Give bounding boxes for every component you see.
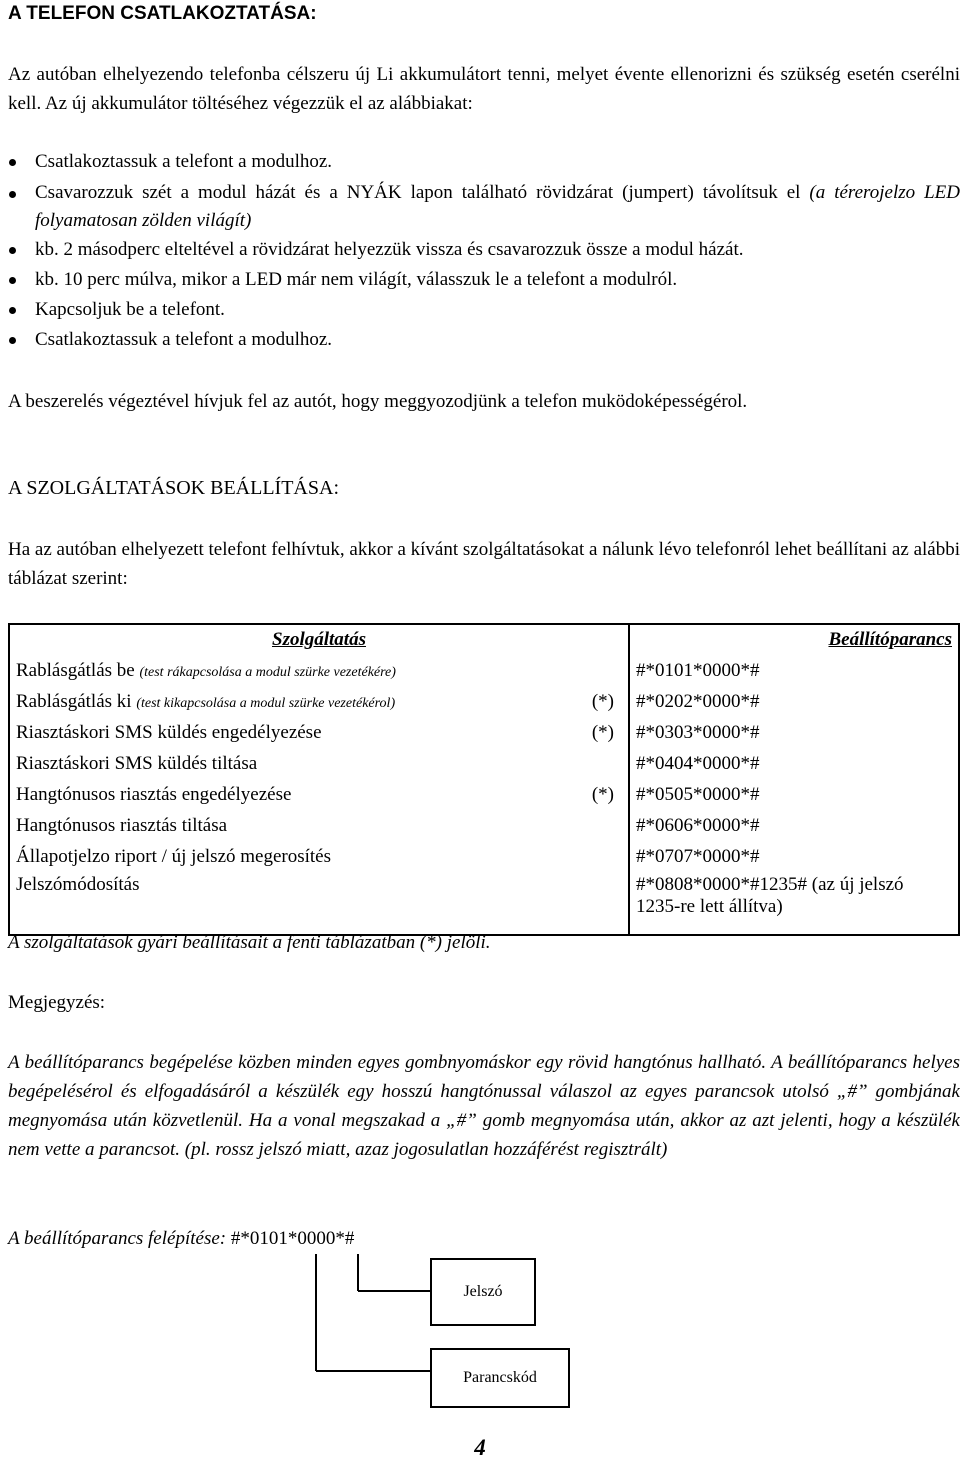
table-header-service: Szolgáltatás: [9, 624, 629, 655]
table-row: [9, 810, 959, 841]
command-cell: #*0404*0000*#: [629, 748, 959, 779]
table-row: [9, 686, 959, 717]
services-intro: Ha az autóban elhelyezett telefont felhívtuk, akkor a kívánt szolgáltatásokat a nálunk lévo telefonról lehet beállítani az alábbi táblázat szerint:: [8, 539, 960, 589]
table-row: [9, 717, 959, 748]
section-title-connection: A TELEFON CSATLAKOZTATÁSA:: [8, 3, 317, 24]
service-cell: Jelszómódosítás: [9, 872, 629, 935]
command-structure-diagram: [0, 1220, 960, 1420]
password-box: Jelszó: [430, 1258, 536, 1326]
table-row: [9, 779, 959, 810]
list-item: Csatlakoztassuk a telefont a modulhoz.: [8, 325, 960, 355]
table-row: [9, 748, 959, 779]
structure-caption: A beállítóparancs felépítése: #*0101*0000*#: [8, 1228, 355, 1249]
list-item: Csatlakoztassuk a telefont a modulhoz.: [8, 147, 960, 177]
command-cell: #*0303*0000*#: [629, 717, 959, 748]
remark-text: A beállítóparancs begépelése közben minden egyes gombnyomáskor egy rövid hangtónus hallható. A beállítóparancs helyes begépelésérol és elfogadásáról a készülék egy hosszú hangtónussal válaszol az egyes parancsok utolsó „#” gombjának megnyomása után közvetlenül. Ha a vonal megszakad a „#” gomb megnyomása után, akkor az azt jelenti, hogy a készülék nem vette a parancsot. (pl. rossz jelszó miatt, azaz jogosulatlan hozzáférést regisztrált): [8, 1052, 960, 1160]
list-item: Kapcsoljuk be a telefont.: [8, 295, 960, 325]
list-item: kb. 10 perc múlva, mikor a LED már nem világít, válasszuk le a telefont a modulról.: [8, 265, 960, 295]
list-item: kb. 2 másodperc elteltével a rövidzárat helyezzük vissza és csavarozzuk össze a modul házát.: [8, 235, 960, 265]
table-row: [9, 872, 959, 935]
command-cell: #*0707*0000*#: [629, 841, 959, 872]
command-cell: #*0202*0000*#: [629, 686, 959, 717]
command-cell: #*0808*0000*#1235# (az új jelszó 1235-re lett állítva): [629, 872, 959, 935]
connection-closing: A beszerelés végeztével hívjuk fel az autót, hogy meggyozodjünk a telefon muködoképességérol.: [8, 391, 748, 412]
command-cell: #*0505*0000*#: [629, 779, 959, 810]
command-cell: #*0101*0000*#: [629, 655, 959, 686]
service-cell: Rablásgátlás ki (test kikapcsolása a modul szürke vezetékérol) (*): [9, 686, 629, 717]
table-header-row: [9, 624, 959, 655]
command-code-box: Parancskód: [430, 1348, 570, 1408]
remark-heading: Megjegyzés:: [8, 992, 106, 1013]
connection-intro: Az autóban elhelyezendo telefonba célszeru új Li akkumulátort tenni, melyet évente ellenorizni és szükség esetén cserélni kell. Az új akkumulátor töltéséhez végezzük el az alábbiakat:: [8, 64, 960, 114]
service-cell: Riasztáskori SMS küldés tiltása: [9, 748, 629, 779]
service-cell: Rablásgátlás be (test rákapcsolása a modul szürke vezetékére): [9, 655, 629, 686]
section-title-services: A SZOLGÁLTATÁSOK BEÁLLÍTÁSA:: [8, 477, 339, 499]
table-header-command: Beállítóparancs: [629, 624, 959, 655]
command-cell: #*0606*0000*#: [629, 810, 959, 841]
service-cell: Hangtónusos riasztás tiltása: [9, 810, 629, 841]
page-number: 4: [474, 1435, 486, 1460]
connection-steps: [8, 147, 960, 355]
services-table: [8, 623, 960, 936]
service-cell: Állapotjelzo riport / új jelszó megerosítés: [9, 841, 629, 872]
service-cell: Riasztáskori SMS küldés engedélyezése (*): [9, 717, 629, 748]
table-row: [9, 841, 959, 872]
list-item: Csavarozzuk szét a modul házát és a NYÁK lapon található rövidzárat (jumpert) távolítsuk el (a térerojelzo LED folyamatosan zölden világít): [8, 177, 960, 235]
service-cell: Hangtónusos riasztás engedélyezése (*): [9, 779, 629, 810]
table-row: [9, 655, 959, 686]
table-footnote: A szolgáltatások gyári beállításait a fenti táblázatban (*) jelöli.: [8, 932, 491, 953]
